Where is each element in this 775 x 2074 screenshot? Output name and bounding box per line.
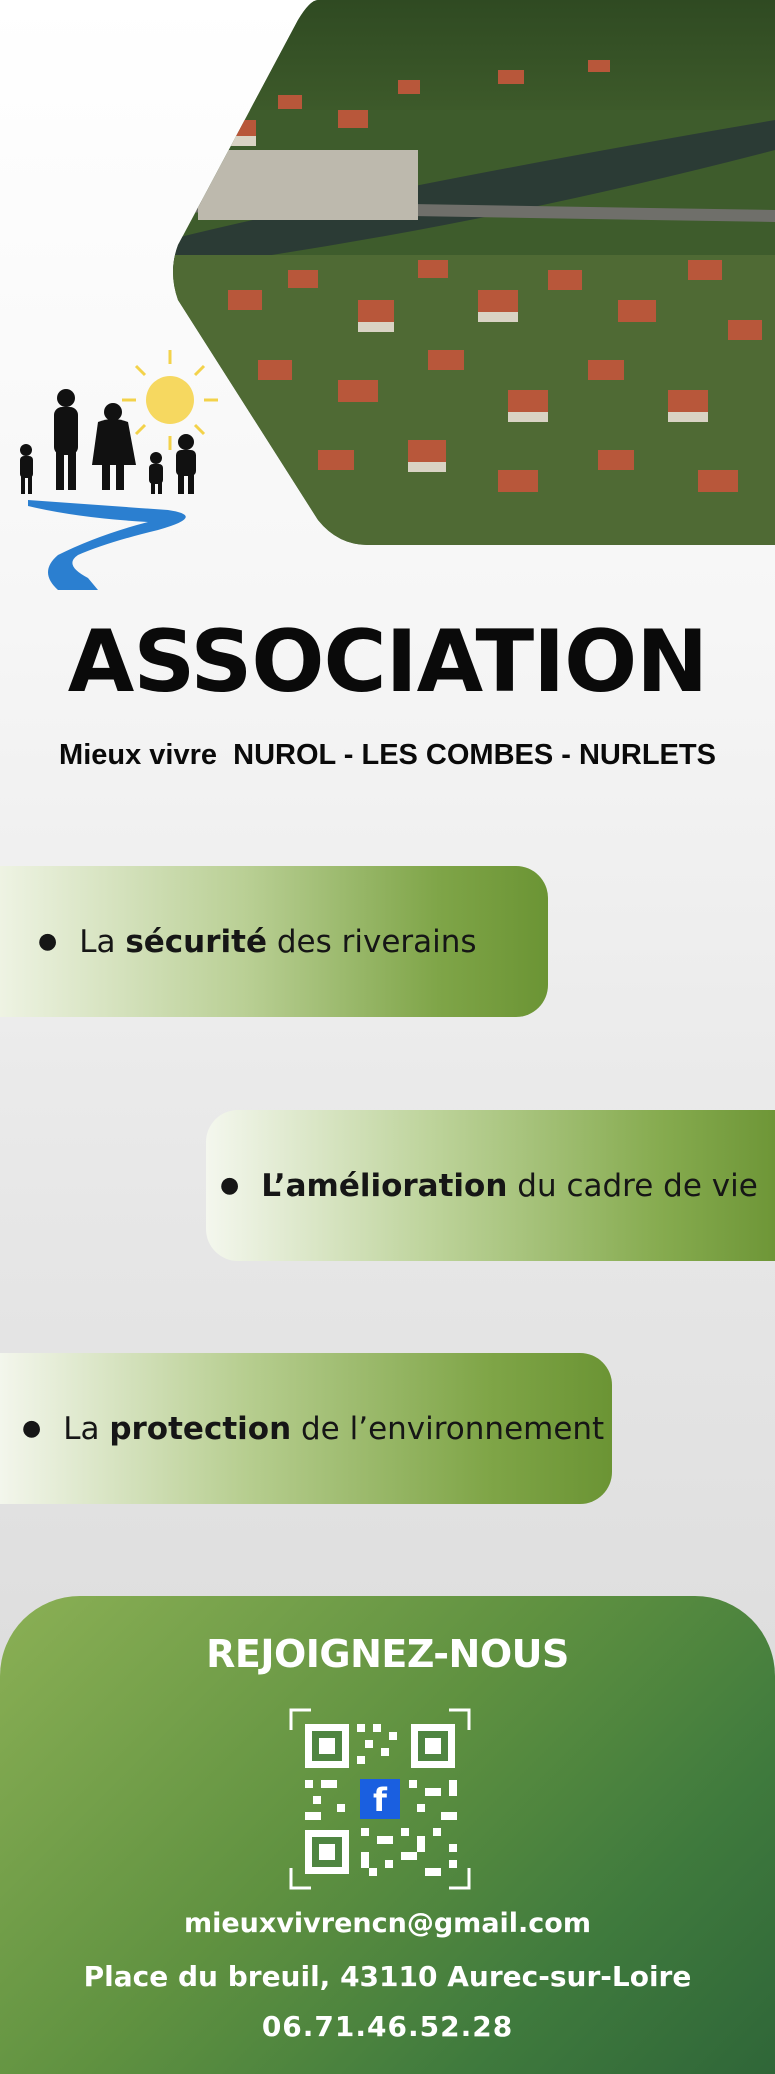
feature-text: La sécurité des riverains <box>79 923 477 960</box>
village-photo <box>168 0 775 545</box>
join-heading: REJOIGNEZ-NOUS <box>206 1632 569 1676</box>
contact-footer <box>0 1596 775 2074</box>
contact-email[interactable]: mieuxvivrencn@gmail.com <box>183 1908 591 1939</box>
feature-environment <box>0 1353 612 1504</box>
contact-phone[interactable]: 06.71.46.52.28 <box>261 2010 514 2043</box>
page-title: ASSOCIATION <box>67 612 708 712</box>
feature-text: La protection de l’environnement <box>63 1410 605 1447</box>
bullet-icon: ● <box>220 1173 240 1198</box>
qr-code-icon[interactable] <box>289 1708 471 1890</box>
feature-improvement <box>206 1110 775 1261</box>
page-subtitle: Mieux vivre NUROL - LES COMBES - NURLETS <box>59 739 716 771</box>
feature-security <box>0 866 548 1017</box>
bullet-icon: ● <box>38 929 58 954</box>
bullet-icon: ● <box>22 1416 42 1441</box>
feature-text: L’amélioration du cadre de vie <box>261 1167 758 1204</box>
contact-address: Place du breuil, 43110 Aurec-sur-Loire <box>83 1960 692 1993</box>
family-logo <box>18 350 238 595</box>
svg-text:f: f <box>373 1781 387 1819</box>
